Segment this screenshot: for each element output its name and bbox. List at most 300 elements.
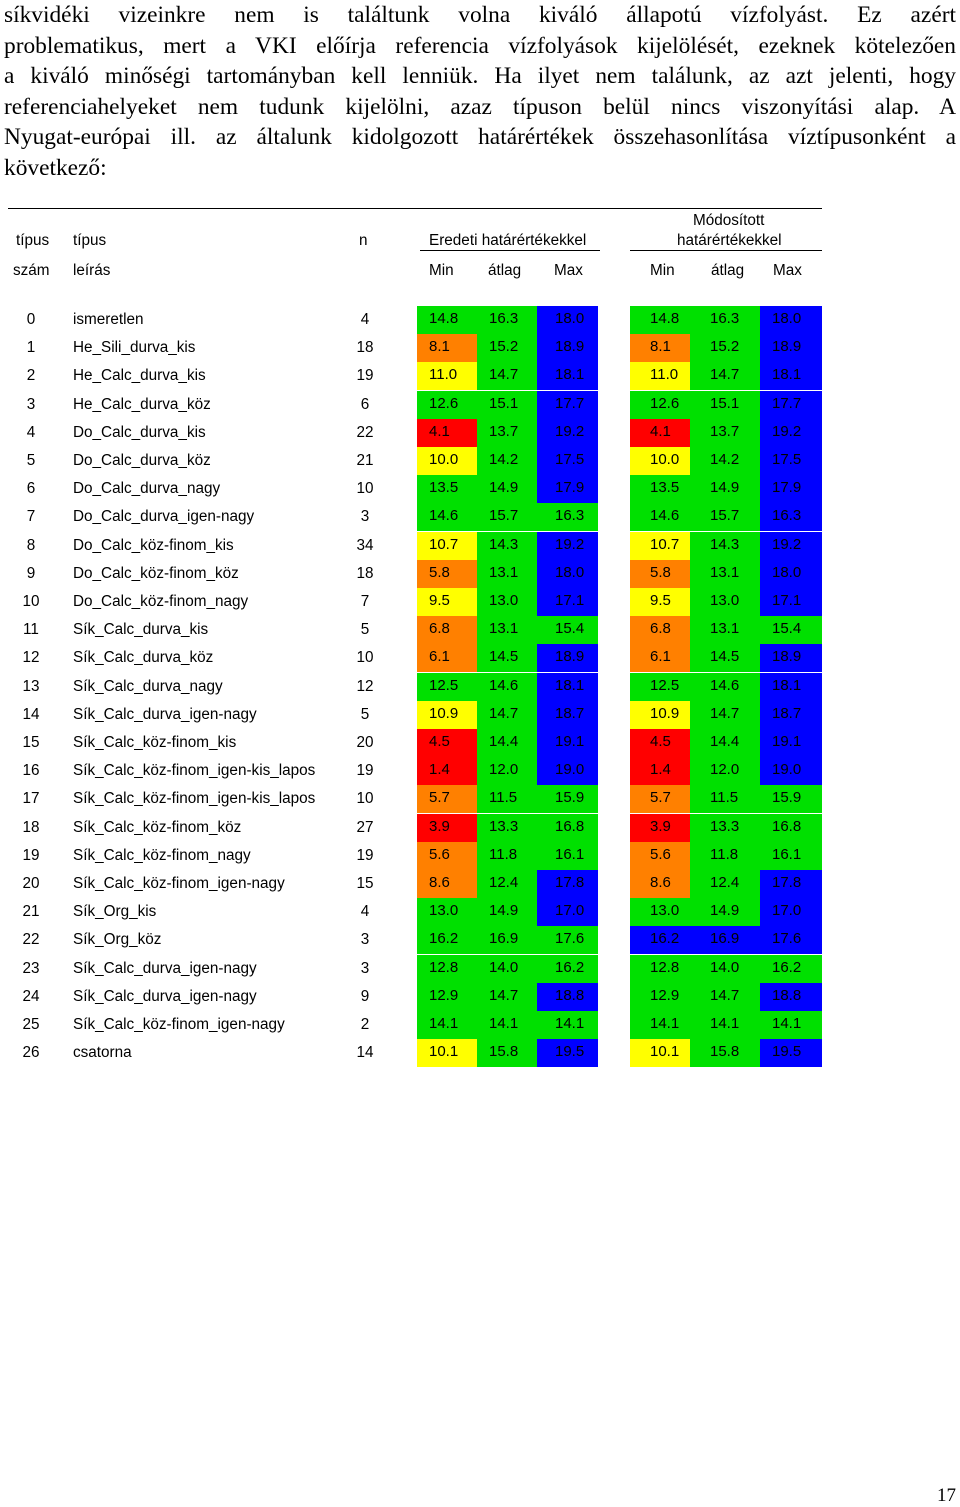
modified-cell	[760, 447, 822, 475]
row-type-description: csatorna	[73, 1044, 132, 1062]
modified-cell	[630, 532, 690, 560]
row-type-description: Do_Calc_durva_köz	[73, 452, 211, 469]
original-value: 14.7	[489, 366, 519, 384]
row-type-number: 11	[23, 621, 39, 639]
paragraph-line: referenciahelyeket nem tudunk kijelölni, azaz típuson belül nincs viszonyítási alap. A	[4, 93, 956, 120]
modified-cell	[630, 785, 690, 813]
original-cell	[477, 701, 537, 729]
original-value: 16.8	[555, 817, 585, 835]
row-n: 10	[356, 649, 374, 667]
row-type-number: 3	[26, 395, 36, 413]
modified-value: 18.8	[772, 986, 802, 1004]
row-type-description: He_Calc_durva_kis	[73, 367, 206, 385]
modified-value: 12.4	[710, 874, 740, 891]
modified-value: 13.7	[710, 422, 740, 440]
original-value: 13.7	[489, 422, 519, 440]
modified-value: 19.2	[772, 422, 802, 440]
original-value: 14.7	[489, 704, 519, 722]
modified-cell	[690, 532, 760, 560]
original-cell	[537, 644, 598, 672]
original-cell	[537, 870, 598, 898]
original-value: 16.2	[555, 958, 585, 976]
original-cell	[417, 334, 477, 362]
modified-cell	[630, 729, 690, 757]
modified-value: 13.0	[650, 902, 680, 920]
original-value: 14.4	[489, 733, 519, 750]
modified-value: 10.9	[650, 704, 680, 722]
modified-value: 12.6	[650, 394, 680, 412]
modified-cell	[630, 955, 690, 983]
header-desc-bottom: leírás	[73, 262, 111, 279]
row-n: 3	[360, 931, 370, 949]
row-n: 9	[360, 987, 370, 1005]
row-n: 21	[356, 452, 374, 469]
original-cell	[537, 560, 598, 588]
row-type-description: Do_Calc_köz-finom_nagy	[73, 593, 249, 610]
modified-value: 17.6	[772, 930, 802, 948]
modified-value: 8.1	[650, 338, 671, 356]
row-n: 12	[356, 677, 374, 695]
original-cell	[417, 701, 477, 729]
row-type-number: 10	[22, 593, 40, 610]
row-n: 3	[360, 508, 370, 526]
modified-value: 13.5	[650, 479, 680, 497]
original-cell	[537, 983, 598, 1011]
modified-value: 14.2	[710, 451, 740, 468]
modified-cell	[690, 1011, 760, 1039]
row-type-number: 19	[22, 846, 40, 864]
modified-cell	[630, 362, 690, 390]
modified-value: 13.0	[710, 592, 740, 609]
modified-cell	[760, 334, 822, 362]
original-cell	[537, 391, 598, 419]
modified-cell	[630, 983, 690, 1011]
original-value: 10.7	[429, 535, 459, 553]
original-cell	[537, 757, 598, 785]
original-cell	[477, 1039, 537, 1067]
original-value: 16.2	[429, 930, 459, 948]
paragraph-line: a kiváló minőségi tartományban kell lenniük. Ha ilyet nem találunk, az azt jelenti, hogy	[4, 63, 956, 90]
row-type-description: Sík_Calc_durva_kis	[73, 621, 209, 639]
original-value: 4.5	[429, 733, 450, 750]
original-cell	[417, 503, 477, 531]
row-type-description: He_Calc_durva_köz	[73, 395, 211, 413]
original-value: 11.0	[429, 366, 458, 384]
modified-value: 16.2	[650, 930, 680, 948]
modified-value: 19.1	[772, 733, 802, 750]
modified-value: 12.0	[710, 761, 740, 779]
group-original-rule	[420, 250, 600, 251]
original-value: 14.6	[429, 507, 459, 525]
original-cell	[417, 616, 477, 644]
modified-value: 12.9	[650, 986, 680, 1004]
original-value: 12.9	[429, 986, 459, 1004]
original-cell	[417, 898, 477, 926]
row-type-number: 17	[22, 790, 40, 808]
modified-value: 6.1	[650, 648, 671, 666]
modified-cell	[690, 644, 760, 672]
original-cell	[477, 362, 537, 390]
modified-cell	[690, 729, 760, 757]
original-cell	[417, 475, 477, 503]
modified-cell	[760, 1011, 822, 1039]
modified-value: 14.5	[710, 648, 740, 666]
original-cell	[537, 532, 598, 560]
row-type-description: Sík_Calc_köz-finom_nagy	[73, 846, 251, 864]
original-value: 13.5	[429, 479, 459, 497]
original-cell	[477, 334, 537, 362]
original-value: 14.1	[429, 1015, 459, 1032]
row-type-description: Sík_Calc_durva_nagy	[73, 677, 223, 695]
original-value: 16.3	[555, 507, 585, 525]
modified-cell	[630, 673, 690, 701]
original-value: 14.1	[555, 1015, 585, 1032]
modified-value: 17.5	[772, 451, 802, 468]
modified-value: 18.9	[772, 338, 802, 356]
original-value: 17.9	[555, 479, 585, 497]
original-cell	[537, 1011, 598, 1039]
modified-value: 14.0	[710, 958, 740, 976]
original-value: 16.3	[489, 310, 519, 327]
original-value: 1.4	[429, 761, 450, 779]
original-cell	[417, 870, 477, 898]
modified-cell	[690, 701, 760, 729]
original-value: 16.9	[489, 930, 519, 948]
group-modified-rule	[630, 250, 822, 251]
original-value: 14.9	[489, 902, 519, 920]
modified-cell	[630, 334, 690, 362]
header-group-original: Eredeti határértékekkel	[429, 232, 587, 249]
modified-cell	[760, 1039, 822, 1067]
modified-value: 18.0	[772, 310, 802, 327]
original-value: 12.0	[489, 761, 519, 779]
original-cell	[417, 560, 477, 588]
row-type-description: Do_Calc_durva_igen-nagy	[73, 508, 255, 526]
original-cell	[477, 419, 537, 447]
original-cell	[477, 926, 537, 954]
row-type-description: Sík_Calc_köz-finom_kis	[73, 734, 237, 751]
modified-cell	[760, 560, 822, 588]
original-value: 8.6	[429, 874, 450, 891]
header-orig-min: Min	[429, 262, 454, 279]
modified-cell	[760, 983, 822, 1011]
modified-value: 14.1	[650, 1015, 680, 1032]
original-value: 18.0	[555, 563, 585, 581]
paragraph-line: problematikus, mert a VKI előírja referencia vízfolyások kijelölését, ezeknek kötelezően	[4, 32, 956, 59]
modified-value: 11.0	[650, 366, 679, 384]
modified-cell	[760, 588, 822, 616]
original-cell	[537, 814, 598, 842]
original-value: 15.9	[555, 789, 585, 807]
original-value: 6.8	[429, 620, 450, 638]
modified-cell	[760, 701, 822, 729]
original-value: 18.9	[555, 648, 585, 666]
original-cell	[417, 588, 477, 616]
original-cell	[537, 306, 598, 334]
row-type-number: 25	[22, 1016, 40, 1033]
modified-cell	[760, 419, 822, 447]
original-value: 14.9	[489, 479, 519, 497]
original-value: 9.5	[429, 592, 450, 609]
modified-value: 16.9	[710, 930, 740, 948]
row-n: 20	[356, 734, 374, 751]
original-value: 17.8	[555, 874, 585, 891]
row-type-description: Sík_Calc_köz-finom_igen-kis_lapos	[73, 762, 316, 780]
row-type-description: He_Sili_durva_kis	[73, 339, 196, 357]
original-cell	[537, 362, 598, 390]
modified-cell	[690, 757, 760, 785]
modified-value: 4.5	[650, 733, 671, 750]
original-cell	[417, 785, 477, 813]
modified-value: 10.7	[650, 535, 680, 553]
original-cell	[417, 814, 477, 842]
row-type-number: 26	[22, 1044, 40, 1062]
modified-cell	[690, 560, 760, 588]
modified-value: 15.4	[772, 620, 802, 638]
modified-cell	[690, 926, 760, 954]
original-cell	[537, 785, 598, 813]
modified-cell	[690, 306, 760, 334]
modified-cell	[760, 870, 822, 898]
modified-value: 14.1	[710, 1015, 740, 1032]
modified-value: 16.8	[772, 817, 802, 835]
original-value: 18.9	[555, 338, 585, 356]
original-value: 19.5	[555, 1043, 585, 1061]
modified-value: 18.7	[772, 704, 802, 722]
modified-value: 1.4	[650, 761, 671, 779]
header-type-top: típus	[16, 232, 50, 249]
modified-value: 16.2	[772, 958, 802, 976]
original-value: 14.8	[429, 310, 459, 327]
modified-cell	[760, 757, 822, 785]
original-value: 14.1	[489, 1015, 519, 1032]
original-value: 15.2	[489, 338, 519, 356]
modified-value: 13.1	[710, 620, 740, 638]
modified-cell	[690, 955, 760, 983]
modified-cell	[760, 729, 822, 757]
modified-cell	[760, 898, 822, 926]
modified-cell	[760, 673, 822, 701]
row-type-number: 7	[26, 508, 36, 526]
modified-value: 17.8	[772, 874, 802, 891]
modified-cell	[630, 842, 690, 870]
original-cell	[417, 532, 477, 560]
modified-cell	[630, 1011, 690, 1039]
row-type-description: Do_Calc_durva_nagy	[73, 480, 221, 498]
original-cell	[477, 785, 537, 813]
modified-cell	[630, 475, 690, 503]
modified-cell	[630, 306, 690, 334]
original-cell	[477, 306, 537, 334]
original-value: 16.1	[555, 845, 585, 863]
modified-value: 14.4	[710, 733, 740, 750]
modified-cell	[760, 926, 822, 954]
row-type-description: Do_Calc_köz-finom_kis	[73, 536, 234, 554]
original-cell	[417, 644, 477, 672]
original-cell	[477, 1011, 537, 1039]
modified-cell	[760, 842, 822, 870]
original-cell	[477, 955, 537, 983]
modified-value: 14.1	[772, 1015, 802, 1032]
row-n: 5	[360, 705, 370, 723]
original-cell	[477, 673, 537, 701]
row-n: 14	[356, 1044, 374, 1062]
modified-cell	[690, 475, 760, 503]
row-type-description: Sík_Org_köz	[73, 931, 162, 949]
header-n: n	[359, 232, 368, 249]
row-type-number: 9	[26, 564, 36, 582]
original-value: 13.0	[429, 902, 459, 920]
modified-value: 13.1	[710, 563, 740, 581]
original-cell	[417, 757, 477, 785]
modified-value: 12.8	[650, 958, 680, 976]
modified-value: 5.7	[650, 789, 671, 807]
modified-cell	[760, 644, 822, 672]
row-type-number: 14	[22, 705, 40, 723]
row-n: 34	[356, 536, 374, 554]
modified-value: 14.9	[710, 902, 740, 920]
original-value: 18.7	[555, 704, 585, 722]
header-group-modified-2: határértékekkel	[677, 232, 782, 249]
modified-cell	[690, 588, 760, 616]
row-n: 18	[356, 339, 374, 357]
modified-cell	[690, 334, 760, 362]
modified-cell	[630, 560, 690, 588]
modified-value: 14.3	[710, 535, 740, 553]
original-value: 19.1	[555, 733, 585, 750]
modified-cell	[630, 616, 690, 644]
original-cell	[537, 588, 598, 616]
modified-cell	[630, 870, 690, 898]
original-value: 12.6	[429, 394, 459, 412]
modified-value: 18.9	[772, 648, 802, 666]
original-cell	[417, 729, 477, 757]
original-cell	[537, 334, 598, 362]
original-value: 19.0	[555, 761, 585, 779]
row-type-description: Sík_Calc_köz-finom_igen-kis_lapos	[73, 790, 316, 808]
row-n: 6	[360, 395, 370, 413]
modified-cell	[690, 898, 760, 926]
modified-value: 5.8	[650, 563, 671, 581]
original-cell	[537, 955, 598, 983]
modified-value: 19.2	[772, 535, 802, 553]
modified-value: 5.6	[650, 845, 671, 863]
modified-value: 16.3	[772, 507, 802, 525]
row-type-description: Do_Calc_durva_kis	[73, 423, 206, 441]
modified-cell	[760, 955, 822, 983]
modified-value: 4.1	[650, 422, 671, 440]
original-cell	[477, 391, 537, 419]
original-cell	[417, 306, 477, 334]
table-top-rule	[8, 208, 822, 209]
modified-cell	[630, 391, 690, 419]
modified-cell	[760, 391, 822, 419]
row-type-number: 23	[22, 959, 40, 977]
original-value: 14.0	[489, 958, 519, 976]
original-value: 13.1	[489, 620, 519, 638]
row-type-number: 13	[22, 677, 40, 695]
modified-cell	[760, 475, 822, 503]
modified-value: 16.3	[710, 310, 740, 327]
modified-cell	[630, 447, 690, 475]
row-n: 27	[356, 818, 374, 836]
original-cell	[417, 391, 477, 419]
original-value: 15.4	[555, 620, 585, 638]
original-cell	[477, 983, 537, 1011]
original-cell	[417, 955, 477, 983]
original-cell	[477, 644, 537, 672]
original-value: 17.6	[555, 930, 585, 948]
modified-cell	[690, 870, 760, 898]
header-group-modified-1: Módosított	[693, 212, 765, 229]
original-cell	[537, 729, 598, 757]
modified-value: 15.9	[772, 789, 802, 807]
modified-value: 15.8	[710, 1043, 740, 1061]
modified-cell	[690, 362, 760, 390]
original-cell	[417, 1011, 477, 1039]
paragraph-line: Nyugat-európai ill. az általunk kidolgozott határértékek összehasonlítása víztípusonként a	[4, 124, 956, 151]
original-value: 12.5	[429, 676, 459, 694]
row-n: 10	[356, 790, 374, 808]
row-type-number: 18	[22, 818, 40, 836]
row-type-number: 20	[22, 875, 40, 892]
page-number: 17	[937, 1485, 956, 1506]
modified-value: 18.0	[772, 563, 802, 581]
original-value: 18.1	[555, 676, 585, 694]
original-cell	[537, 447, 598, 475]
original-cell	[477, 532, 537, 560]
modified-cell	[630, 419, 690, 447]
modified-value: 13.3	[710, 817, 740, 835]
original-cell	[537, 503, 598, 531]
row-type-number: 6	[26, 480, 36, 498]
original-value: 17.1	[555, 592, 585, 609]
row-type-number: 4	[26, 423, 36, 441]
row-type-description: Sík_Calc_köz-finom_igen-nagy	[73, 1016, 285, 1033]
modified-cell	[760, 814, 822, 842]
original-value: 19.2	[555, 422, 585, 440]
original-cell	[417, 842, 477, 870]
modified-cell	[630, 588, 690, 616]
modified-cell	[760, 785, 822, 813]
original-cell	[537, 701, 598, 729]
modified-cell	[630, 701, 690, 729]
modified-value: 17.1	[772, 592, 802, 609]
modified-value: 8.6	[650, 874, 671, 891]
modified-value: 17.7	[772, 394, 802, 412]
modified-cell	[630, 503, 690, 531]
original-value: 4.1	[429, 422, 450, 440]
row-type-number: 24	[22, 987, 40, 1005]
original-value: 8.1	[429, 338, 450, 356]
modified-value: 14.7	[710, 986, 740, 1004]
header-orig-max: Max	[554, 262, 583, 279]
original-value: 17.5	[555, 451, 585, 468]
original-value: 18.1	[555, 366, 585, 384]
original-cell	[417, 419, 477, 447]
modified-cell	[760, 306, 822, 334]
original-cell	[417, 673, 477, 701]
header-desc-top: típus	[73, 232, 107, 249]
row-n: 3	[360, 959, 370, 977]
original-cell	[537, 842, 598, 870]
original-value: 15.1	[489, 394, 519, 412]
original-value: 10.0	[429, 451, 459, 468]
original-cell	[417, 983, 477, 1011]
original-value: 14.6	[489, 676, 519, 694]
modified-value: 11.8	[710, 845, 739, 863]
modified-cell	[630, 1039, 690, 1067]
